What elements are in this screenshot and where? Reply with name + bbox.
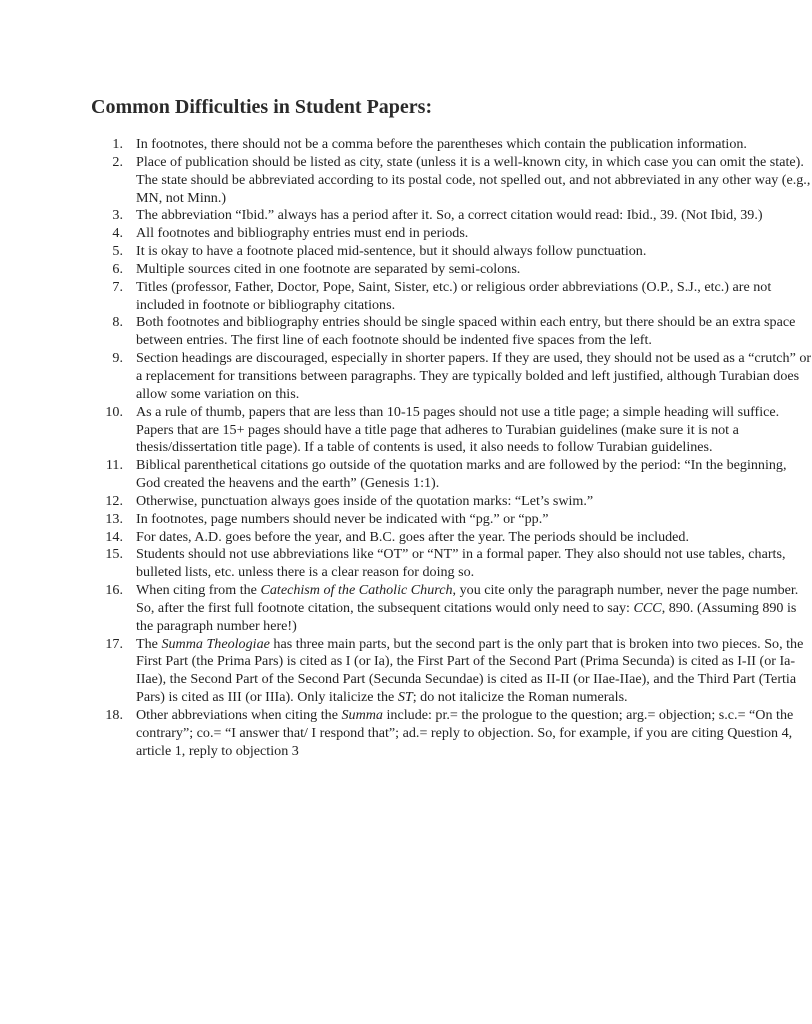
list-item-number: 13. <box>105 510 123 527</box>
list-item-text <box>136 261 520 277</box>
list-item-text <box>136 207 763 223</box>
list-item-text <box>136 225 468 241</box>
text-segment: ; do not italicize the Roman numerals. <box>412 689 628 706</box>
list-item-text <box>136 154 810 206</box>
list-item <box>0 261 812 279</box>
text-segment: Multiple sources cited in one footnote are separated by semi-colons. <box>136 260 521 277</box>
text-segment: Otherwise, punctuation always goes inside of the quotation marks: “Let’s swim.” <box>136 492 594 509</box>
italic-text: Catechism of the Catholic Church <box>260 582 453 599</box>
list-item-number: 14. <box>105 528 123 545</box>
list-item-number: 11. <box>105 457 123 474</box>
list-item-text <box>136 636 803 706</box>
list-item <box>0 636 812 707</box>
list-item <box>0 582 812 636</box>
text-segment: It is okay to have a footnote placed mid-sentence, but it should always follow punctuation. <box>136 243 647 260</box>
list-item-number: 10. <box>105 403 123 420</box>
italic-text: Summa Theologiae <box>161 635 270 652</box>
list-item-number: 2. <box>112 153 123 170</box>
text-segment: Place of publication should be listed as city, state (unless it is a well-known city, in which case you can omit the state). The state should be abbreviated according to its postal code, not spelled out, and not abbreviated in any other way (e.g., MN, not Minn.) <box>136 153 811 206</box>
list-item-number: 4. <box>112 225 123 242</box>
text-segment: The <box>136 635 162 652</box>
text-segment: In footnotes, there should not be a comma before the parentheses which contain the publication information. <box>136 136 747 152</box>
text-segment: All footnotes and bibliography entries must end in periods. <box>136 225 469 242</box>
text-segment: For dates, A.D. goes before the year, and B.C. goes after the year. The periods should be included. <box>136 528 689 545</box>
list-item <box>0 457 812 493</box>
list-item <box>0 225 812 243</box>
text-segment: When citing from the <box>136 582 261 599</box>
list-item-text <box>136 582 798 634</box>
italic-text: ST <box>397 689 413 706</box>
list-item-number: 12. <box>105 492 123 509</box>
text-segment: In footnotes, page numbers should never be indicated with “pg.” or “pp.” <box>136 510 549 527</box>
list-item-number: 3. <box>112 207 123 224</box>
list-item-text <box>136 243 646 259</box>
list-item-number: 18. <box>105 707 123 723</box>
text-segment: include: pr.= the prologue to the question; arg.= objection; s.c.= “On the contrary”; co.= “I answer that/ I respond that”; ad.= reply to objection. So, for example, if you are citing Question 4, article 1, reply to objection 3 <box>136 707 794 759</box>
text-segment: Section headings are discouraged, especially in shorter papers. If they are used, they should not be used as a “crutch” or a replacement for transitions between paragraphs. They are typically bolded and left justified, although Turabian does allow some variation on this. <box>136 350 812 402</box>
text-segment: The abbreviation “Ibid.” always has a period after it. So, a correct citation would read: Ibid., 39. (Not Ibid, 39.) <box>136 207 763 224</box>
text-segment: As a rule of thumb, papers that are less than 10-15 pages should not use a title page; a simple heading will suffice. Papers that are 15+ pages should have a title page that adheres to Turabian guidelines (make sure it is not a thesis/dissertation title page). If a table of contents is used, it also needs to follow Turabian guidelines. <box>136 403 780 456</box>
list-item-number: 15. <box>105 546 123 563</box>
list-item <box>0 154 812 208</box>
text-segment: Titles (professor, Father, Doctor, Pope, Saint, Sister, etc.) or religious order abbreviations (O.P., S.J., etc.) are not included in footnote or bibliography citations. <box>136 278 772 313</box>
list-item-number: 6. <box>112 260 123 277</box>
list-item-text <box>136 457 786 491</box>
text-segment: Biblical parenthetical citations go outside of the quotation marks and are followed by the period: “In the beginning, God created the heavens and the earth” (Genesis 1:1). <box>136 457 787 492</box>
list-item-text <box>136 546 785 580</box>
list-item-number: 16. <box>105 582 123 599</box>
text-segment: , 890. (Assuming 890 is the paragraph number here!) <box>136 599 797 634</box>
list-item <box>0 707 812 761</box>
list-item-text <box>136 350 811 402</box>
list-item <box>0 493 812 511</box>
text-segment: Other abbreviations when citing the <box>136 707 342 723</box>
list-item-number: 7. <box>112 278 123 295</box>
list-item-number: 17. <box>105 635 123 652</box>
list-item-number: 1. <box>112 136 123 152</box>
list-item-number: 8. <box>112 314 123 331</box>
list-item-text <box>136 493 593 509</box>
list-item <box>0 279 812 315</box>
list-item-text <box>136 314 795 348</box>
difficulties-list <box>0 136 812 761</box>
italic-text: CCC <box>633 599 662 616</box>
list-item <box>0 529 812 547</box>
list-item-text <box>136 136 747 152</box>
list-item-number: 5. <box>112 243 123 260</box>
list-item <box>0 207 812 225</box>
italic-text: Summa <box>341 707 383 723</box>
list-item <box>0 243 812 261</box>
list-item-text <box>136 707 793 759</box>
text-segment: , you cite only the paragraph number, never the page number. So, after the first full footnote citation, the subsequent citations would only need to say: <box>136 582 799 616</box>
text-segment: Students should not use abbreviations like “OT” or “NT” in a formal paper. They also should not use tables, charts, bulleted lists, etc. unless there is a clear reason for doing so. <box>136 546 786 581</box>
text-segment: has three main parts, but the second part is the only part that is broken into two pieces. So, the First Part (the Prima Pars) is cited as I (or Ia), the First Part of the Second Part (Prima Secunda) is cited as I-II (or Ia-IIae), the Second Part of the Second Part (Secunda Secundae) is cited as II-II (or IIae-IIae), and the Third Part (Tertia Pars) is cited as III (or IIIa). Only italicize the <box>136 635 804 706</box>
list-item <box>0 511 812 529</box>
list-item-text <box>136 279 771 313</box>
list-item-text <box>136 529 689 545</box>
list-item-text <box>136 404 779 456</box>
list-item <box>0 314 812 350</box>
text-segment: Both footnotes and bibliography entries should be single spaced within each entry, but there should be an extra space between entries. The first line of each footnote should be indented five spaces from the left. <box>136 314 796 349</box>
list-item <box>0 350 812 404</box>
list-item-number: 9. <box>112 350 123 367</box>
list-item <box>0 136 812 154</box>
list-item <box>0 546 812 582</box>
list-item <box>0 404 812 458</box>
list-item-text <box>136 511 549 527</box>
page-title: Common Difficulties in Student Papers: <box>91 96 433 118</box>
